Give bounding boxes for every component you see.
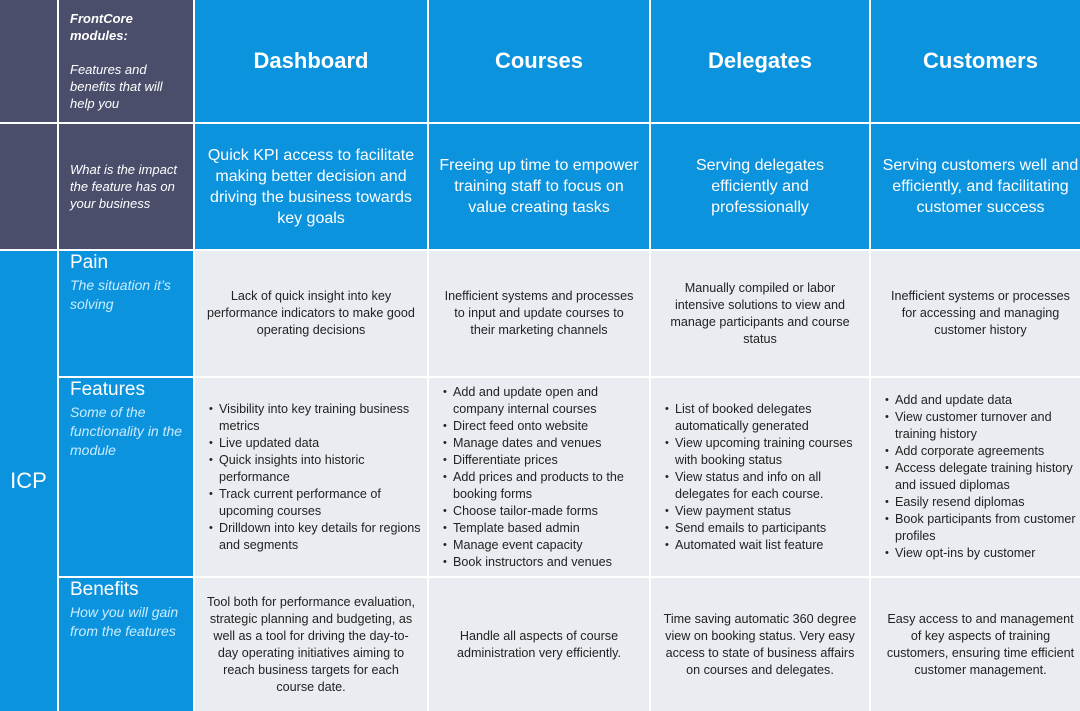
benefits-title: Benefits: [70, 579, 139, 600]
list-item: • Manage event capacity: [443, 537, 643, 554]
list-item: • View customer turnover and training history: [885, 409, 1080, 443]
list-item: • Differentiate prices: [443, 452, 643, 469]
list-item: • Live updated data: [209, 435, 421, 452]
features-title: Features: [70, 379, 145, 400]
list-item: • Easily resend diplomas: [885, 494, 1080, 511]
list-item: • View opt-ins by customer: [885, 545, 1080, 562]
impact-courses: Freeing up time to empower training staff to focus on value creating tasks: [429, 124, 649, 249]
benefits-courses: Handle all aspects of course administration very efficiently.: [429, 578, 649, 711]
module-header-customers: Customers: [871, 0, 1080, 122]
list-item: • Book participants from customer profiles: [885, 511, 1080, 545]
impact-label: What is the impact the feature has on your business: [70, 162, 177, 211]
list-item: • Add corporate agreements: [885, 443, 1080, 460]
features-header: [59, 378, 193, 576]
module-header-delegates: Delegates: [651, 0, 869, 122]
list-item: • Send emails to participants: [665, 520, 863, 537]
impact-customers: Serving customers well and efficiently, and facilitating customer success: [871, 124, 1080, 249]
list-item: • Quick insights into historic performance: [209, 452, 421, 486]
list-item: • View payment status: [665, 503, 863, 520]
benefits-dashboard: Tool both for performance evaluation, strategic planning and budgeting, as well as a tool for driving the day-to-day operating initiatives aiming to reach business targets for each course date.: [195, 578, 427, 711]
pain-dashboard: Lack of quick insight into key performance indicators to make good operating decisions: [195, 251, 427, 376]
list-item: • View upcoming training courses with booking status: [665, 435, 863, 469]
features-dashboard: [195, 378, 427, 576]
list-item: • List of booked delegates automatically generated: [665, 401, 863, 435]
list-item: • Add and update data: [885, 392, 1080, 409]
corner-spacer: [0, 0, 57, 122]
corner-title: FrontCore modules:: [70, 11, 133, 43]
benefits-subtitle: How you will gain from the features: [70, 604, 179, 639]
features-courses: [429, 378, 649, 576]
pain-header: [59, 251, 193, 376]
list-item: • Add and update open and company internal courses: [443, 384, 643, 418]
impact-spacer: [0, 124, 57, 249]
list-item: • Direct feed onto website: [443, 418, 643, 435]
features-delegates: [651, 378, 869, 576]
corner-text: [70, 10, 185, 112]
features-subtitle: Some of the functionality in the module: [70, 404, 183, 458]
list-item: • View status and info on all delegates for each course.: [665, 469, 863, 503]
pain-subtitle: The situation it’s solving: [70, 277, 171, 312]
list-item: • Manage dates and venues: [443, 435, 643, 452]
impact-delegates: Serving delegates efficiently and professionally: [651, 124, 869, 249]
module-header-courses: Courses: [429, 0, 649, 122]
features-courses-list: [443, 384, 649, 571]
features-delegates-list: [665, 401, 869, 554]
list-item: • Drilldown into key details for regions and segments: [209, 520, 421, 554]
icp-label: ICP: [0, 251, 57, 711]
list-item: • Access delegate training history and issued diplomas: [885, 460, 1080, 494]
impact-label-cell: [59, 124, 193, 249]
list-item: • Visibility into key training business metrics: [209, 401, 421, 435]
features-customers: [871, 378, 1080, 576]
list-item: • Choose tailor-made forms: [443, 503, 643, 520]
list-item: • Template based admin: [443, 520, 643, 537]
pain-courses: Inefficient systems and processes to input and update courses to their marketing channels: [429, 251, 649, 376]
list-item: • Add prices and products to the booking forms: [443, 469, 643, 503]
module-header-dashboard: Dashboard: [195, 0, 427, 122]
list-item: • Track current performance of upcoming courses: [209, 486, 421, 520]
benefits-customers: Easy access to and management of key aspects of training customers, ensuring time efficient customer management.: [871, 578, 1080, 711]
corner-subtitle: Features and benefits that will help you: [70, 62, 163, 111]
features-customers-list: [885, 392, 1080, 562]
pain-title: Pain: [70, 252, 109, 273]
list-item: • Book instructors and venues: [443, 554, 643, 571]
benefits-delegates: Time saving automatic 360 degree view on booking status. Very easy access to state of business affairs on courses and delegates.: [651, 578, 869, 711]
features-dashboard-list: [209, 401, 427, 554]
list-item: • Automated wait list feature: [665, 537, 863, 554]
corner-header: [59, 0, 193, 122]
impact-dashboard: Quick KPI access to facilitate making better decision and driving the business towards key goals: [195, 124, 427, 249]
benefits-header: [59, 578, 193, 711]
pain-customers: Inefficient systems or processes for accessing and managing customer history: [871, 251, 1080, 376]
pain-delegates: Manually compiled or labor intensive solutions to view and manage participants and course status: [651, 251, 869, 376]
